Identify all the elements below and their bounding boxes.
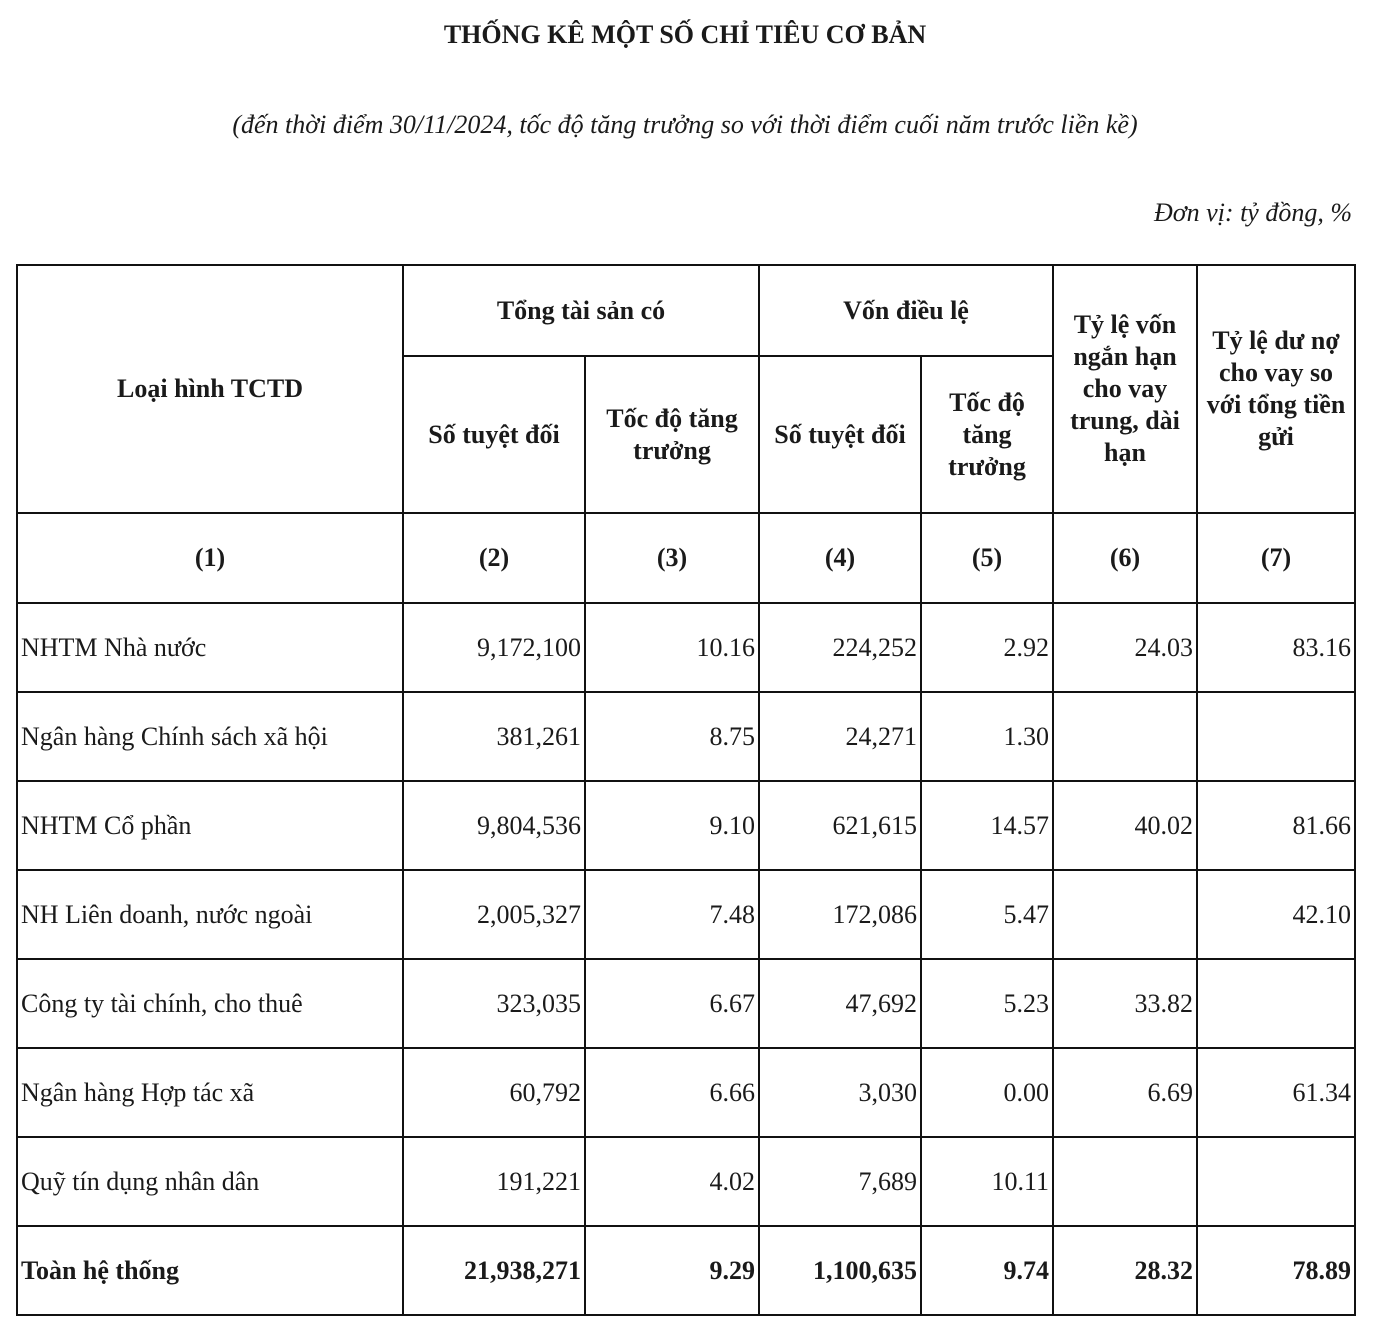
ldr-cell: [1197, 1137, 1355, 1226]
header-total-assets: Tổng tài sản có: [403, 265, 759, 356]
total-row: [17, 1226, 1355, 1315]
short-term-ratio-cell: 6.69: [1053, 1048, 1197, 1137]
ldr-cell: [1197, 692, 1355, 781]
document-subtitle: (đến thời điểm 30/11/2024, tốc độ tăng trưởng so với thời điểm cuối năm trước liền kề): [232, 110, 1138, 139]
document-title: THỐNG KÊ MỘT SỐ CHỈ TIÊU CƠ BẢN: [443, 20, 927, 49]
capital-cell: 621,615: [759, 781, 921, 870]
total-capital-growth-cell: 9.74: [921, 1226, 1053, 1315]
header-assets-growth: Tốc độ tăng trưởng: [585, 356, 759, 513]
capital-growth-cell: 10.11: [921, 1137, 1053, 1226]
row-name: NH Liên doanh, nước ngoài: [17, 870, 403, 959]
ldr-cell: [1197, 959, 1355, 1048]
total-short-term-ratio-cell: 28.32: [1053, 1226, 1197, 1315]
total-assets-cell: 21,938,271: [403, 1226, 585, 1315]
row-name: Công ty tài chính, cho thuê: [17, 959, 403, 1048]
short-term-ratio-cell: [1053, 870, 1197, 959]
short-term-ratio-cell: 24.03: [1053, 603, 1197, 692]
assets-cell: 2,005,327: [403, 870, 585, 959]
row-name: Ngân hàng Hợp tác xã: [17, 1048, 403, 1137]
total-name: Toàn hệ thống: [17, 1226, 403, 1315]
header-assets-absolute: Số tuyệt đối: [403, 356, 585, 513]
table-row: [17, 959, 1355, 1048]
capital-growth-cell: 14.57: [921, 781, 1053, 870]
column-index: (5): [921, 513, 1053, 603]
column-index: (7): [1197, 513, 1355, 603]
row-name: Quỹ tín dụng nhân dân: [17, 1137, 403, 1226]
short-term-ratio-cell: [1053, 1137, 1197, 1226]
statistics-table: [16, 264, 1356, 1316]
short-term-ratio-cell: 33.82: [1053, 959, 1197, 1048]
assets-cell: 9,172,100: [403, 603, 585, 692]
header-type: Loại hình TCTD: [17, 265, 403, 513]
table-row: [17, 692, 1355, 781]
capital-cell: 3,030: [759, 1048, 921, 1137]
assets-cell: 191,221: [403, 1137, 585, 1226]
assets-cell: 323,035: [403, 959, 585, 1048]
assets-cell: 60,792: [403, 1048, 585, 1137]
capital-growth-cell: 2.92: [921, 603, 1053, 692]
assets-growth-cell: 4.02: [585, 1137, 759, 1226]
capital-growth-cell: 5.23: [921, 959, 1053, 1048]
capital-growth-cell: 1.30: [921, 692, 1053, 781]
table-row: [17, 870, 1355, 959]
header-capital-growth: Tốc độ tăng trưởng: [921, 356, 1053, 513]
row-name: NHTM Nhà nước: [17, 603, 403, 692]
ldr-cell: 83.16: [1197, 603, 1355, 692]
short-term-ratio-cell: [1053, 692, 1197, 781]
column-index: (1): [17, 513, 403, 603]
table-row: [17, 781, 1355, 870]
capital-cell: 47,692: [759, 959, 921, 1048]
row-name: NHTM Cổ phần: [17, 781, 403, 870]
unit-note: Đơn vị: tỷ đồng, %: [1154, 198, 1352, 227]
capital-growth-cell: 0.00: [921, 1048, 1053, 1137]
total-capital-cell: 1,100,635: [759, 1226, 921, 1315]
row-name: Ngân hàng Chính sách xã hội: [17, 692, 403, 781]
assets-cell: 9,804,536: [403, 781, 585, 870]
assets-cell: 381,261: [403, 692, 585, 781]
assets-growth-cell: 8.75: [585, 692, 759, 781]
header-capital-absolute: Số tuyệt đối: [759, 356, 921, 513]
column-index: (2): [403, 513, 585, 603]
assets-growth-cell: 6.66: [585, 1048, 759, 1137]
table-row: [17, 603, 1355, 692]
total-ldr-cell: 78.89: [1197, 1226, 1355, 1315]
header-ldr: Tỷ lệ dư nợ cho vay so với tổng tiền gửi: [1197, 265, 1355, 513]
table-row: [17, 1048, 1355, 1137]
ldr-cell: 42.10: [1197, 870, 1355, 959]
short-term-ratio-cell: 40.02: [1053, 781, 1197, 870]
column-index: (3): [585, 513, 759, 603]
capital-cell: 24,271: [759, 692, 921, 781]
header-short-term-ratio: Tỷ lệ vốn ngắn hạn cho vay trung, dài hạn: [1053, 265, 1197, 513]
assets-growth-cell: 6.67: [585, 959, 759, 1048]
column-index: (4): [759, 513, 921, 603]
capital-cell: 172,086: [759, 870, 921, 959]
capital-cell: 7,689: [759, 1137, 921, 1226]
capital-growth-cell: 5.47: [921, 870, 1053, 959]
assets-growth-cell: 9.10: [585, 781, 759, 870]
table-row: [17, 1137, 1355, 1226]
assets-growth-cell: 10.16: [585, 603, 759, 692]
total-assets-growth-cell: 9.29: [585, 1226, 759, 1315]
assets-growth-cell: 7.48: [585, 870, 759, 959]
column-index: (6): [1053, 513, 1197, 603]
header-charter-capital: Vốn điều lệ: [759, 265, 1053, 356]
ldr-cell: 81.66: [1197, 781, 1355, 870]
ldr-cell: 61.34: [1197, 1048, 1355, 1137]
capital-cell: 224,252: [759, 603, 921, 692]
